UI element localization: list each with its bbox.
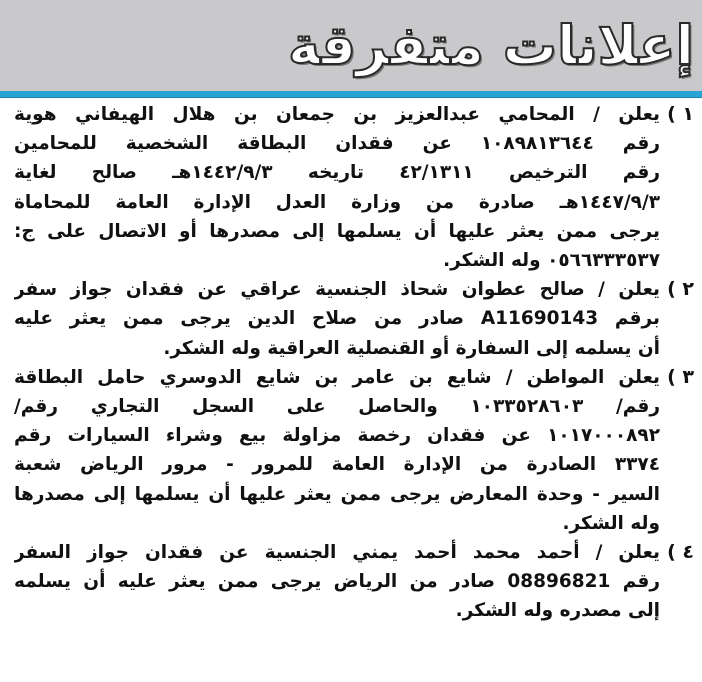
ad-text-line: ١٠١٧٠٠٠٨٩٢ عن فقدان رخصة مزاولة بيع وشراء السيارات رقم: [14, 425, 660, 447]
ad-text-line: وله الشكر.: [562, 512, 660, 534]
ad-text-line: يعلن المواطن / شايع بن عامر بن شايع الدوسري حامل البطاقة: [14, 366, 660, 388]
classified-ad: [14, 363, 694, 538]
ad-number: ٣ ): [667, 365, 694, 388]
ad-text-line: رقم الترخيص ٤٢/١٣١١ تاريخه ١٤٤٢/٩/٣هـ صالح لغاية: [14, 162, 660, 184]
ad-text-line: السير - وحدة المعارض يرجى ممن يعثر عليها أن يسلمها إلى مصدرها: [14, 483, 660, 505]
ad-text-line: برقم A11690143 صادر من صلاح الدين يرجى ممن يعثر عليه: [14, 308, 660, 330]
header-divider: [0, 91, 702, 98]
ad-text-line: رقم 08896821 صادر من الرياض يرجى ممن يعثر عليه أن يسلمه: [14, 571, 660, 593]
ad-text-line: ٠٥٦٦٣٣٣٥٣٧ وله الشكر.: [443, 250, 660, 272]
ad-text-line: رقم/ ١٠٣٣٥٢٨٦٠٣ والحاصل على السجل التجاري رقم/: [14, 396, 660, 418]
ad-number: ٢ ): [667, 278, 694, 301]
ad-text-line: ١٤٤٧/٩/٣هـ صادرة من وزارة العدل الإدارة العامة للمحاماة: [14, 191, 660, 213]
ad-text-line: ٣٣٧٤ الصادرة من الإدارة العامة للمرور - مرور الرياض شعبة: [14, 454, 660, 476]
classified-ads-list: [0, 98, 702, 626]
ad-text-line: إلى مصدره وله الشكر.: [455, 600, 660, 622]
ad-number: ١ ): [667, 103, 694, 125]
ad-number: ٤ ): [667, 541, 694, 564]
ad-text-line: يعلن / المحامي عبدالعزيز بن جمعان بن هلال الهيفاني هوية: [14, 104, 660, 125]
ad-text-line: رقم ١٠٨٩٨١٣٦٤٤ عن فقدان البطاقة الشخصية للمحامين: [14, 133, 660, 155]
classified-ad: [14, 275, 694, 363]
ad-text-line: يرجى ممن يعثر عليها أن يسلمها إلى مصدرها أو الاتصال على ج:: [14, 220, 660, 242]
classified-ad: [14, 100, 694, 275]
section-header: [0, 0, 702, 91]
ad-text-line: يعلن / أحمد محمد أحمد يمني الجنسية عن فقدان جواز السفر: [14, 542, 660, 564]
ad-text-line: يعلن / صالح عطوان شحاذ الجنسية عراقي عن فقدان جواز سفر: [14, 279, 660, 301]
classified-ad: [14, 538, 694, 626]
ad-text-line: أن يسلمه إلى السفارة أو القنصلية العراقية وله الشكر.: [163, 337, 660, 359]
section-title: إعلانات متفرقة: [287, 14, 694, 77]
